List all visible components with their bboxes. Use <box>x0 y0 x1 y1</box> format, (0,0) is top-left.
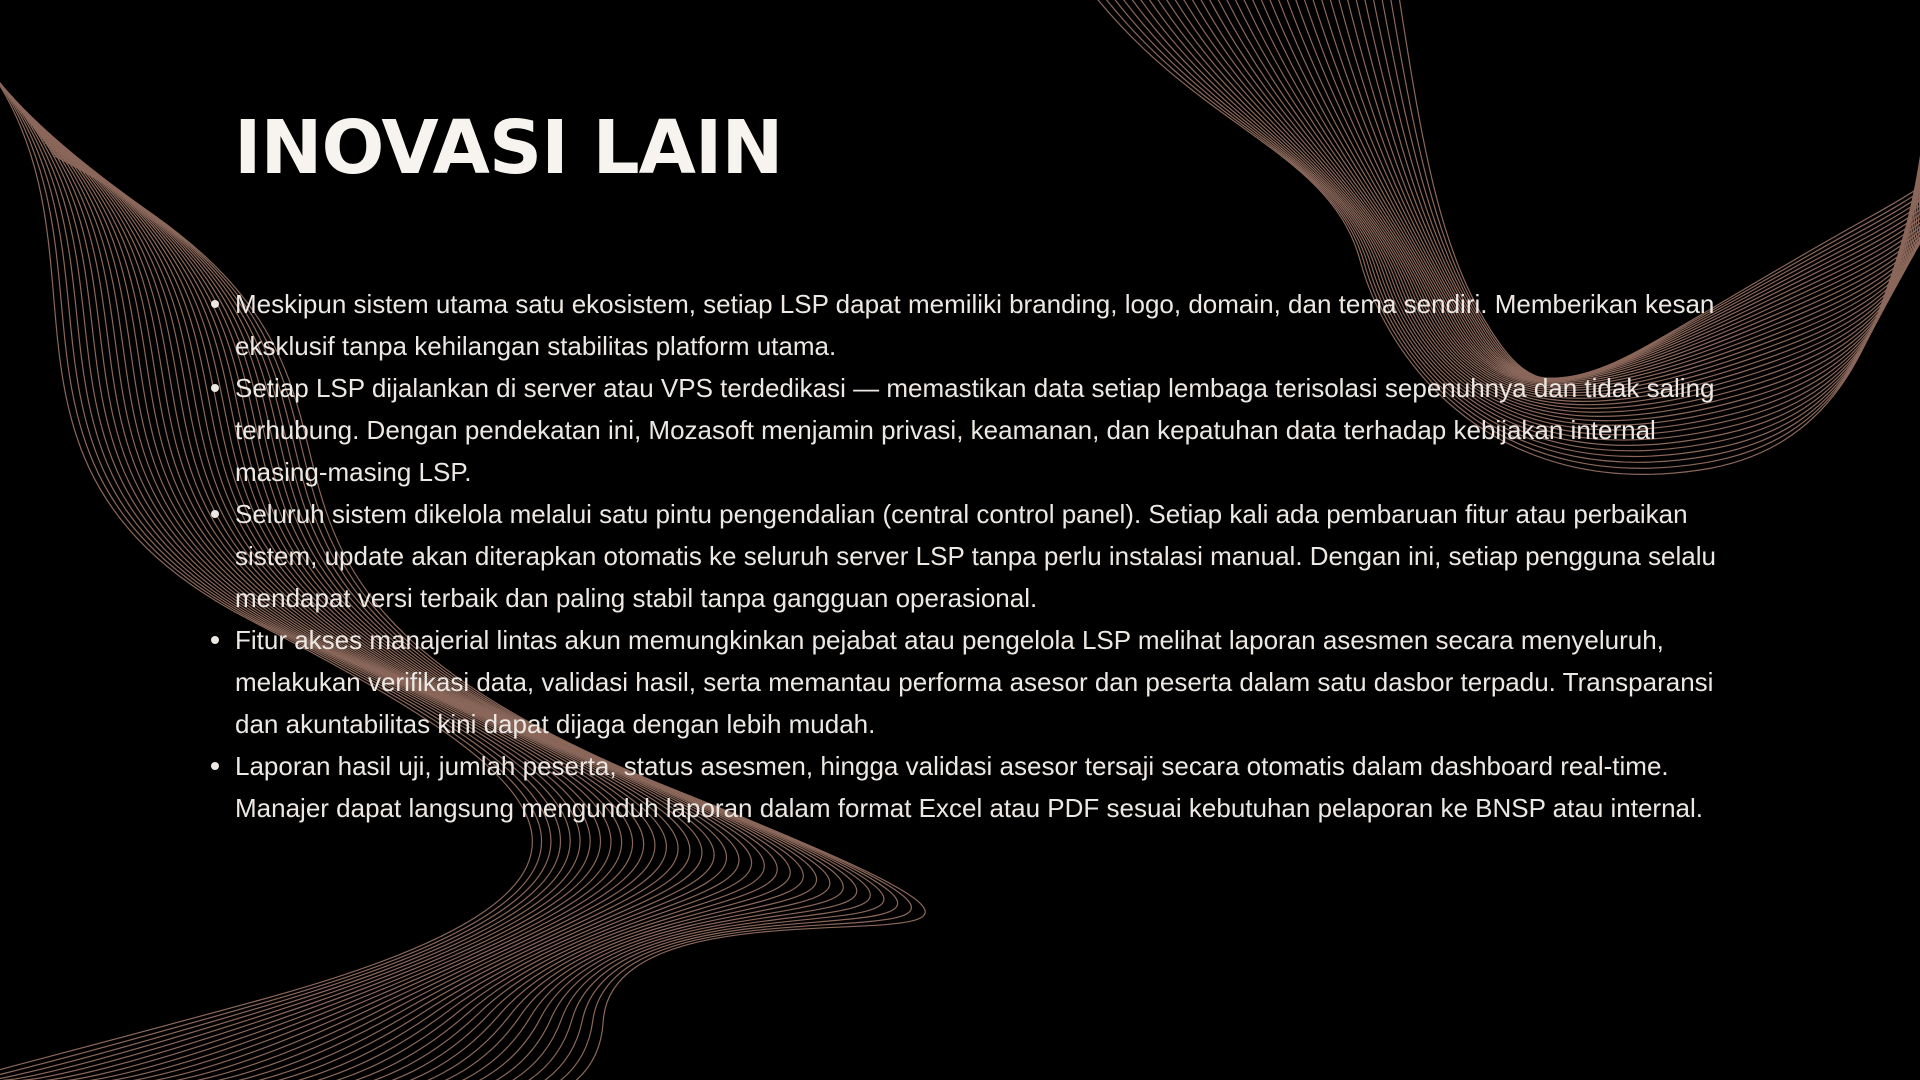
bullet-item-branding: Meskipun sistem utama satu ekosistem, setiap LSP dapat memiliki branding, logo, domain, dan tema sendiri. Memberikan kesan eksklusif tanpa kehilangan stabilitas platform utama. <box>235 283 1755 367</box>
bullet-item-reporting: Laporan hasil uji, jumlah peserta, status asesmen, hingga validasi asesor tersaji secara otomatis dalam dashboard real-time. Manajer dapat langsung mengunduh laporan dalam format Excel atau PDF sesuai kebutuhan pelaporan ke BNSP atau internal. <box>235 745 1755 829</box>
bullet-item-central-control: Seluruh sistem dikelola melalui satu pintu pengendalian (central control panel). Setiap kali ada pembaruan fitur atau perbaikan sistem, update akan diterapkan otomatis ke seluruh server LSP tanpa perlu instalasi manual. Dengan ini, setiap pengguna selalu mendapat versi terbaik dan paling stabil tanpa gangguan operasional. <box>235 493 1755 619</box>
bullet-item-dedicated-server: Setiap LSP dijalankan di server atau VPS terdedikasi — memastikan data setiap lembaga terisolasi sepenuhnya dan tidak saling terhubung. Dengan pendekatan ini, Mozasoft menjamin privasi, keamanan, dan kepatuhan data terhadap kebijakan internal masing-masing LSP. <box>235 367 1755 493</box>
bullet-item-managerial-access: Fitur akses manajerial lintas akun memungkinkan pejabat atau pengelola LSP melihat laporan asesmen secara menyeluruh, melakukan verifikasi data, validasi hasil, serta memantau performa asesor dan peserta dalam satu dasbor terpadu. Transparansi dan akuntabilitas kini dapat dijaga dengan lebih mudah. <box>235 619 1755 745</box>
slide-title: INOVASI LAIN <box>234 105 783 191</box>
bullet-list <box>235 283 1755 829</box>
